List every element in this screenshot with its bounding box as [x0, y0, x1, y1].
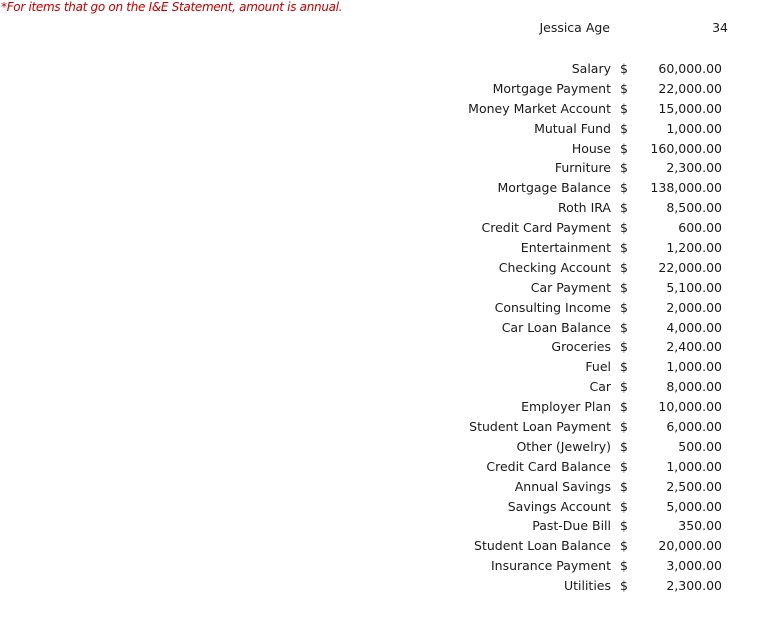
currency-symbol: $	[620, 200, 628, 216]
currency-symbol: $	[620, 478, 628, 494]
person-age-value: 34	[712, 20, 728, 35]
list-item	[0, 99, 778, 119]
item-amount: 10,000.00	[658, 399, 722, 415]
list-item	[0, 238, 778, 258]
item-amount: 22,000.00	[658, 80, 722, 96]
item-label: Other (Jewelry)	[516, 438, 611, 454]
item-amount: 22,000.00	[658, 259, 722, 275]
item-amount: 4,000.00	[666, 319, 722, 335]
item-label: Student Loan Payment	[469, 419, 611, 435]
currency-symbol: $	[620, 120, 628, 136]
currency-symbol: $	[620, 359, 628, 375]
item-label: Car	[589, 379, 611, 395]
list-item	[0, 377, 778, 397]
item-label: Employer Plan	[521, 399, 611, 415]
currency-symbol: $	[620, 438, 628, 454]
item-label: Car Loan Balance	[501, 319, 611, 335]
currency-symbol: $	[620, 299, 628, 315]
annual-amount-note: *For items that go on the I&E Statement, amount is annual.	[1, 0, 343, 14]
list-item	[0, 139, 778, 159]
item-amount: 8,000.00	[666, 379, 722, 395]
item-label: Car Payment	[530, 279, 611, 295]
item-amount: 3,000.00	[666, 558, 722, 574]
item-amount: 1,000.00	[666, 359, 722, 375]
list-item	[0, 198, 778, 218]
item-amount: 160,000.00	[650, 140, 722, 156]
currency-symbol: $	[620, 458, 628, 474]
currency-symbol: $	[620, 538, 628, 554]
currency-symbol: $	[620, 180, 628, 196]
currency-symbol: $	[620, 160, 628, 176]
item-label: Annual Savings	[514, 478, 611, 494]
item-amount: 15,000.00	[658, 100, 722, 116]
item-label: Salary	[571, 61, 611, 76]
item-amount: 1,200.00	[666, 240, 722, 256]
item-amount: 5,100.00	[666, 279, 722, 295]
currency-symbol: $	[620, 319, 628, 335]
currency-symbol: $	[620, 220, 628, 236]
item-amount: 2,300.00	[666, 160, 722, 176]
item-label: Consulting Income	[494, 299, 611, 315]
item-label: Groceries	[551, 339, 611, 355]
item-label: Fuel	[585, 359, 611, 375]
item-amount: 2,300.00	[666, 578, 722, 594]
item-label: Mutual Fund	[534, 120, 611, 136]
item-amount: 600.00	[678, 220, 722, 236]
person-age-label: Jessica Age	[539, 20, 610, 35]
financial-items-list	[0, 59, 778, 596]
item-amount: 350.00	[678, 518, 722, 534]
list-item	[0, 79, 778, 99]
item-amount: 8,500.00	[666, 200, 722, 216]
item-amount: 6,000.00	[666, 419, 722, 435]
list-item	[0, 477, 778, 497]
item-label: Checking Account	[498, 259, 611, 275]
item-amount: 20,000.00	[658, 538, 722, 554]
currency-symbol: $	[620, 279, 628, 295]
currency-symbol: $	[620, 518, 628, 534]
item-amount: 2,500.00	[666, 478, 722, 494]
item-label: Insurance Payment	[490, 558, 611, 574]
currency-symbol: $	[620, 379, 628, 395]
list-item	[0, 437, 778, 457]
item-amount: 500.00	[678, 438, 722, 454]
list-item	[0, 417, 778, 437]
list-item	[0, 178, 778, 198]
currency-symbol: $	[620, 419, 628, 435]
currency-symbol: $	[620, 61, 628, 76]
item-amount: 60,000.00	[658, 61, 722, 76]
list-item	[0, 258, 778, 278]
list-item	[0, 536, 778, 556]
currency-symbol: $	[620, 399, 628, 415]
list-item	[0, 278, 778, 298]
currency-symbol: $	[620, 578, 628, 594]
item-label: Credit Card Payment	[481, 220, 611, 236]
item-label: Roth IRA	[558, 200, 611, 216]
list-item	[0, 497, 778, 517]
list-item	[0, 158, 778, 178]
item-label: Utilities	[563, 578, 611, 594]
item-label: Money Market Account	[468, 100, 611, 116]
list-item	[0, 397, 778, 417]
list-item	[0, 516, 778, 536]
item-amount: 2,000.00	[666, 299, 722, 315]
list-item	[0, 357, 778, 377]
list-item	[0, 218, 778, 238]
item-amount: 1,000.00	[666, 120, 722, 136]
item-amount: 5,000.00	[666, 498, 722, 514]
item-label: Mortgage Balance	[497, 180, 611, 196]
list-item	[0, 119, 778, 139]
currency-symbol: $	[620, 100, 628, 116]
item-label: Mortgage Payment	[492, 80, 611, 96]
list-item	[0, 337, 778, 357]
item-amount: 1,000.00	[666, 458, 722, 474]
list-item	[0, 318, 778, 338]
item-label: Entertainment	[520, 240, 611, 256]
item-label: Savings Account	[507, 498, 611, 514]
currency-symbol: $	[620, 240, 628, 256]
list-item	[0, 298, 778, 318]
list-item	[0, 457, 778, 477]
item-amount: 138,000.00	[650, 180, 722, 196]
item-label: Furniture	[554, 160, 611, 176]
currency-symbol: $	[620, 140, 628, 156]
currency-symbol: $	[620, 339, 628, 355]
item-label: House	[571, 140, 611, 156]
item-label: Student Loan Balance	[474, 538, 611, 554]
currency-symbol: $	[620, 80, 628, 96]
item-amount: 2,400.00	[666, 339, 722, 355]
item-label: Credit Card Balance	[486, 458, 611, 474]
currency-symbol: $	[620, 558, 628, 574]
currency-symbol: $	[620, 259, 628, 275]
currency-symbol: $	[620, 498, 628, 514]
item-label: Past-Due Bill	[532, 518, 611, 534]
list-item	[0, 556, 778, 576]
list-item	[0, 576, 778, 596]
list-item	[0, 59, 778, 79]
